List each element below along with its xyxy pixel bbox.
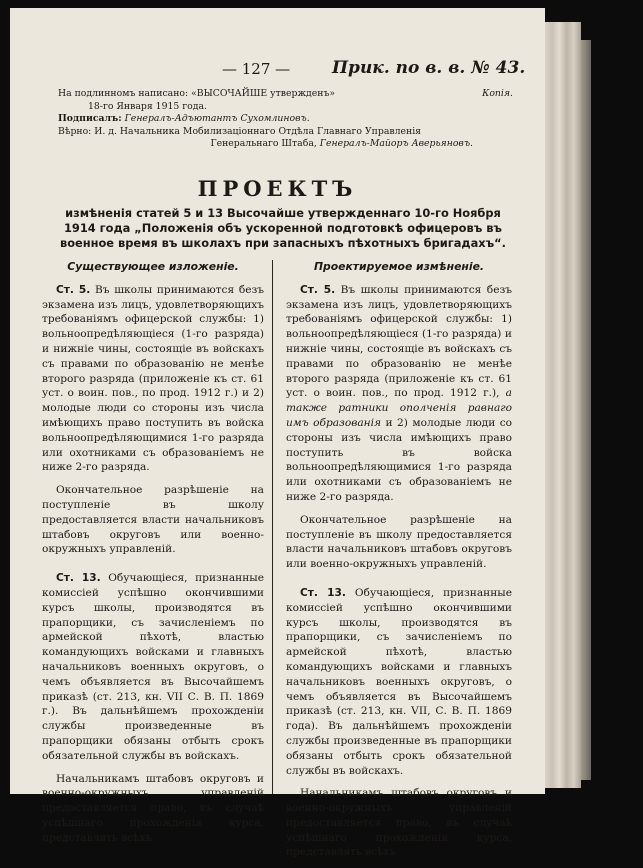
article-5-paragraph-2: Окончательное разрѣшеніе на поступленіе въ школу предоставляется власти начальниковъ штабовъ округовъ или военно-окружныхъ управленій. bbox=[286, 513, 512, 571]
article-label: Ст. 13. bbox=[300, 586, 346, 599]
article-5-paragraph bbox=[42, 283, 264, 475]
article-label: Ст. 5. bbox=[300, 283, 336, 296]
article-5-paragraph-2: Окончательное разрѣшеніе на поступленіе въ школу предоставляется власти начальниковъ штабовъ округовъ или военно-окружныхъ управленій. bbox=[42, 484, 264, 556]
document-subtitle: измѣненія статей 5 и 13 Высочайше утвержденнаго 10-го Ноября 1914 года „Положенія объ ускоренной подготовкѣ офицеровъ въ военное время въ школахъ при запасныхъ пѣхотныхъ бригадахъ“. bbox=[59, 206, 506, 250]
article-13-paragraph-2: Начальникамъ штабовъ округовъ и военно-окружныхъ управленій предоставляется право, въ случаѣ успѣшнаго прохожденія курса, представлять всѣхъ bbox=[286, 787, 512, 859]
page-number: — 127 — bbox=[222, 60, 291, 78]
book-spine-shadow bbox=[581, 40, 591, 780]
article-label: Ст. 5. bbox=[56, 283, 91, 296]
column-heading: Проектируемое измѣненіе. bbox=[313, 260, 485, 273]
column-heading: Существующее изложеніе. bbox=[67, 260, 239, 273]
article-13-paragraph bbox=[286, 586, 512, 778]
article-text: Обучающіеся, признанные комиссіей успѣшно окончившими курсъ школы, производятся въ прапорщики, съ зачисленіемъ по армейской пѣхотѣ, властью командующихъ войсками и главныхъ начальниковъ военныхъ округовъ, о чемъ объявляется въ Высочайшемъ приказѣ (ст. 213, кн. VII С. В. П. 1869 г.). Въ дальнѣйшемъ прохожденіи службы произведенные въ прапорщики обязаны отбыть срокъ обязательной службы въ войскахъ. bbox=[42, 572, 264, 762]
signature-label: Подписалъ: bbox=[58, 113, 122, 125]
approval-block bbox=[58, 88, 513, 151]
article-5-paragraph bbox=[286, 283, 512, 505]
article-text: Въ школы принимаются безъ экзамена изъ лицъ, удовлетворяющихъ требованіямъ офицерской службы: 1) вольноопредѣляющіеся (1-го разряда) и нижніе чины, состоящіе въ войскахъ съ правами по образованію не менѣе второго разряда (приложеніе къ ст. 61 уст. о воин. пов., по прод. 1912 г.) и 2) молодые люди со стороны изъ числа имѣющихъ право поступить въ войска вольноопредѣляющимися 1-го разряда или охотниками съ образованіемъ не ниже 2-го разряда. bbox=[42, 283, 264, 474]
certifier-org: Генеральнаго Штаба, bbox=[210, 138, 317, 150]
certification-org-line bbox=[58, 138, 513, 151]
signatory-name: Генералъ-Адъютантъ Сухомлиновъ. bbox=[124, 113, 310, 125]
article-label: Ст. 13. bbox=[56, 572, 101, 585]
approval-line: На подлинномъ написано: «ВЫСОЧАЙШЕ утвержденъ» bbox=[58, 88, 336, 99]
article-text-cont: и 2) молодые люди со стороны изъ числа имѣющихъ право поступить въ войска вольноопредѣляющимися 1-го разряда или охотниками съ образованіемъ не ниже 2-го разряда. bbox=[286, 416, 513, 503]
proposed-text-column bbox=[286, 260, 512, 868]
signature-line bbox=[58, 113, 513, 126]
article-text: Въ школы принимаются безъ экзамена изъ лицъ, удовлетворяющихъ требованіямъ офицерской службы: 1) вольноопредѣляющіеся (1-го разряда) и нижніе чины, состоящіе въ войскахъ съ правами по образованію не менѣе второго разряда (приложеніе къ ст. 61 уст. о воин. пов., по прод. 1912 г.), bbox=[286, 283, 512, 400]
article-text: Обучающіеся, признанные комиссіей успѣшно окончившими курсъ школы, производятся въ прапорщики, съ зачисленіемъ по армейской пѣхотѣ, властью командующихъ войсками и главныхъ начальниковъ военныхъ округовъ, о чемъ объявляется въ Высочайшемъ приказѣ (ст. 213, кн. VII, С. В. П. 1869 года). Въ дальнѣйшемъ прохожденіи службы произведенные въ прапорщики обязаны отбыть срокъ обязательной службы въ войскахъ. bbox=[286, 586, 512, 777]
page-stack-edge bbox=[545, 22, 581, 788]
article-13-paragraph-2: Начальникамъ штабовъ округовъ и военно-окружныхъ управленій предоставляется право, въ случаѣ успѣшнаго прохожденія курса, представлять всѣхъ bbox=[42, 772, 264, 844]
approval-date: 18-го Января 1915 года. bbox=[88, 100, 207, 112]
copy-mark: Копія. bbox=[482, 88, 513, 99]
certifier-name: Генералъ-Майоръ Аверьяновъ. bbox=[319, 138, 473, 150]
existing-text-column bbox=[42, 260, 264, 853]
article-13-paragraph bbox=[42, 571, 264, 763]
document-title: ПРОЕКТЪ bbox=[197, 176, 358, 201]
page-header bbox=[10, 60, 545, 86]
amended-text: а также ратники ополченія равнаго имъ образованія bbox=[286, 387, 512, 429]
document-page bbox=[10, 8, 545, 859]
certification-line: Вѣрно: И. д. Начальника Мобилизаціоннаго Отдѣла Главнаго Управленія bbox=[58, 125, 422, 137]
order-reference: Прик. по в. в. № 43. bbox=[332, 58, 526, 78]
column-divider bbox=[272, 260, 273, 794]
